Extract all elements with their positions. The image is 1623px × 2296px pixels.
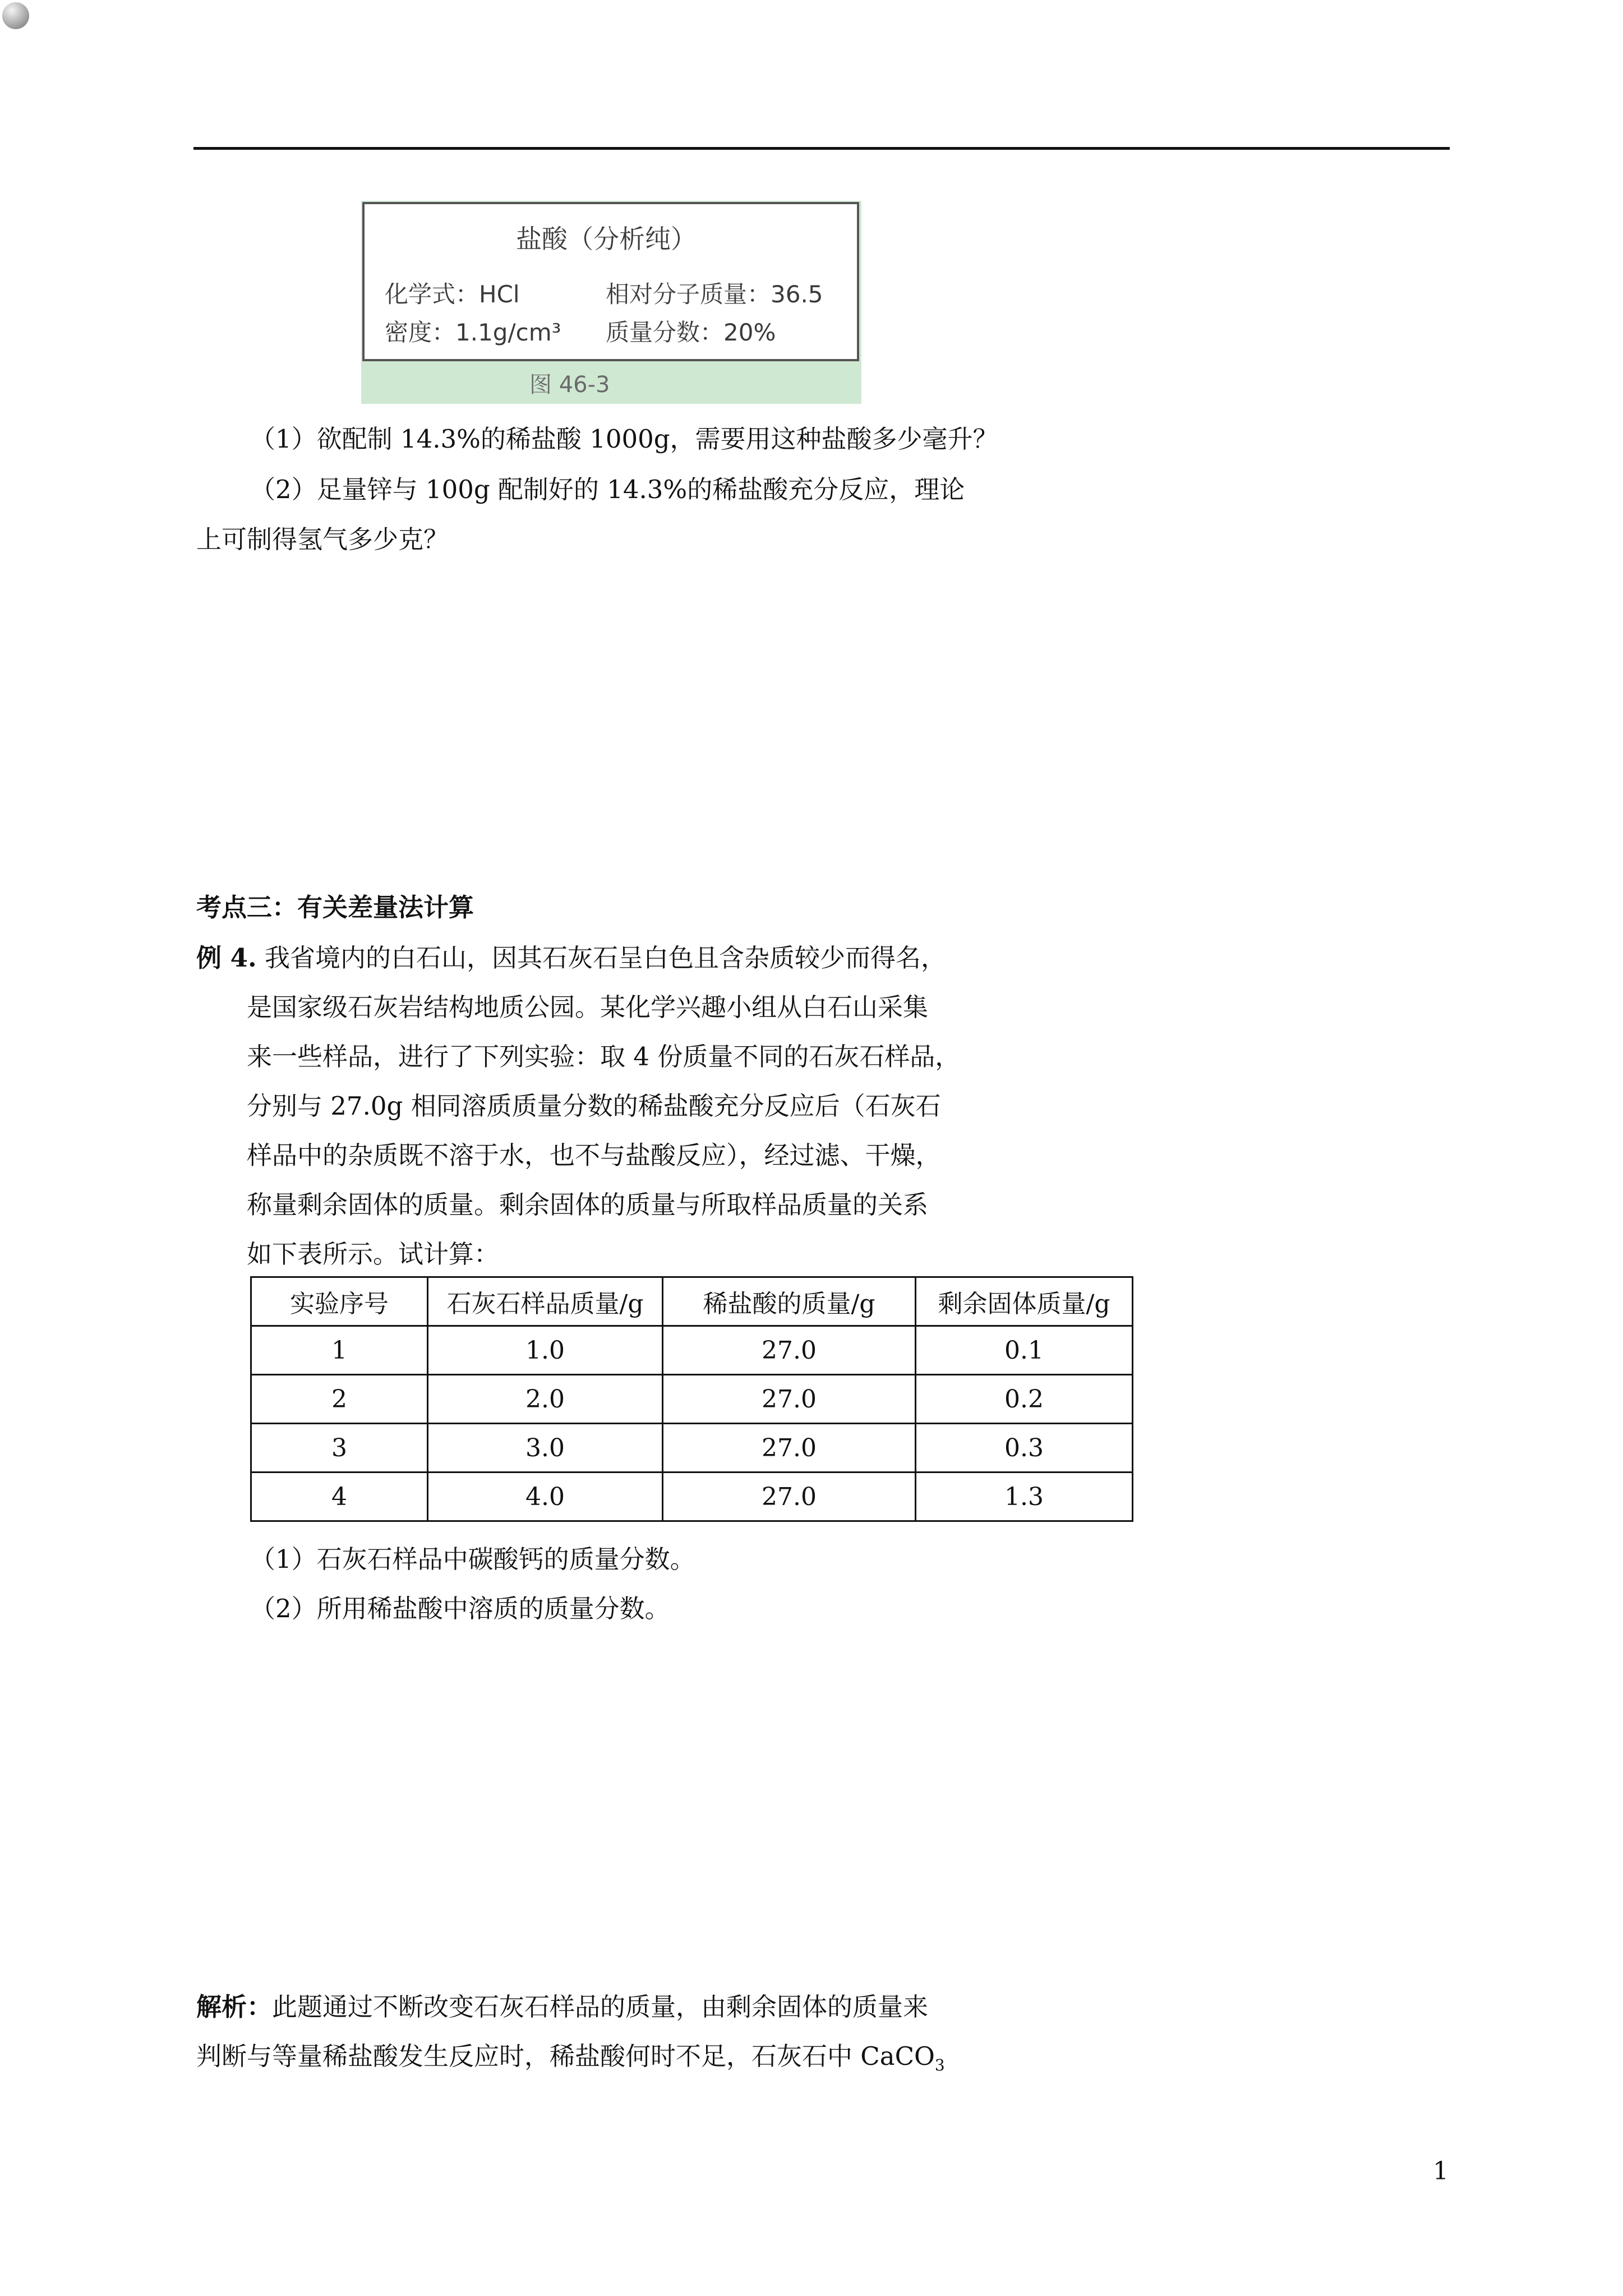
table-cell: 1.3 [916, 1473, 1133, 1521]
table-cell: 27.0 [663, 1326, 916, 1375]
label-molar-mass: 相对分子质量：36.5 [606, 280, 823, 308]
subscript-3: 3 [934, 2056, 945, 2074]
example-question-1: （1）石灰石样品中碳酸钙的质量分数。 [250, 1544, 695, 1574]
table-cell: 0.2 [916, 1375, 1133, 1424]
table-cell: 4 [251, 1473, 428, 1521]
table-header-cell: 实验序号 [251, 1277, 428, 1326]
experiment-table [250, 1276, 1133, 1522]
figure-caption: 图 46-3 [529, 372, 610, 398]
question-part-2-line-2: 上可制得氢气多少克？ [196, 524, 449, 554]
example-line-4: 分别与 27.0g 相同溶质质量分数的稀盐酸充分反应后（石灰石 [247, 1091, 941, 1121]
table-cell: 0.3 [916, 1424, 1133, 1473]
example-text-1: 我省境内的白石山，因其石灰石呈白色且含杂质较少而得名， [264, 943, 946, 973]
example-line-6: 称量剩余固体的质量。剩余固体的质量与所取样品质量的关系 [247, 1190, 929, 1220]
label-title: 盐酸（分析纯） [516, 224, 697, 254]
table-cell: 1 [251, 1326, 428, 1375]
table-cell: 3.0 [428, 1424, 663, 1473]
table-cell: 27.0 [663, 1424, 916, 1473]
page-number: 1 [1433, 2157, 1449, 2185]
label-formula: 化学式：HCl [385, 280, 520, 308]
table-cell: 2.0 [428, 1375, 663, 1424]
table-row [251, 1473, 1133, 1521]
question-part-1: （1）欲配制 14.3%的稀盐酸 1000g，需要用这种盐酸多少毫升？ [250, 424, 998, 454]
table-header-row [251, 1277, 1133, 1326]
analysis-text-1: 此题通过不断改变石灰石样品的质量，由剩余固体的质量来 [272, 1992, 929, 2022]
example-line-2: 是国家级石灰岩结构地质公园。某化学兴趣小组从白石山采集 [247, 992, 929, 1022]
table-header-cell: 稀盐酸的质量/g [663, 1277, 916, 1326]
table-cell: 27.0 [663, 1375, 916, 1424]
table-cell: 27.0 [663, 1473, 916, 1521]
analysis-line-1 [196, 1993, 928, 2021]
reagent-label-box [362, 202, 859, 361]
table-row [251, 1375, 1133, 1424]
label-density: 密度：1.1g/cm³ [385, 319, 561, 346]
analysis-line-2 [196, 2042, 945, 2074]
header-rule [193, 147, 1450, 150]
table-header-cell: 剩余固体质量/g [916, 1277, 1133, 1326]
table-cell: 2 [251, 1375, 428, 1424]
table-cell: 1.0 [428, 1326, 663, 1375]
analysis-text-2: 判断与等量稀盐酸发生反应时，稀盐酸何时不足，石灰石中 CaCO [196, 2041, 935, 2071]
corner-bullet-icon [2, 2, 29, 29]
example-line-7: 如下表所示。试计算： [247, 1239, 500, 1269]
table-header-cell: 石灰石样品质量/g [428, 1277, 663, 1326]
section-title: 考点三：有关差量法计算 [196, 892, 474, 922]
example-line-3: 来一些样品，进行了下列实验：取 4 份质量不同的石灰石样品， [247, 1042, 961, 1071]
question-part-2-line-1: （2）足量锌与 100g 配制好的 14.3%的稀盐酸充分反应，理论 [250, 475, 965, 504]
analysis-label: 解析： [196, 1992, 273, 2022]
table-cell: 0.1 [916, 1326, 1133, 1375]
table-row [251, 1424, 1133, 1473]
label-mass-fraction: 质量分数：20% [606, 319, 776, 346]
table-row [251, 1326, 1133, 1375]
example-line-1 [196, 944, 946, 972]
table-cell: 3 [251, 1424, 428, 1473]
example-label: 例 4. [196, 943, 257, 973]
example-question-2: （2）所用稀盐酸中溶质的质量分数。 [250, 1594, 670, 1623]
reagent-label-figure [361, 201, 861, 404]
example-line-5: 样品中的杂质既不溶于水，也不与盐酸反应），经过滤、干燥， [247, 1140, 941, 1170]
table-cell: 4.0 [428, 1473, 663, 1521]
